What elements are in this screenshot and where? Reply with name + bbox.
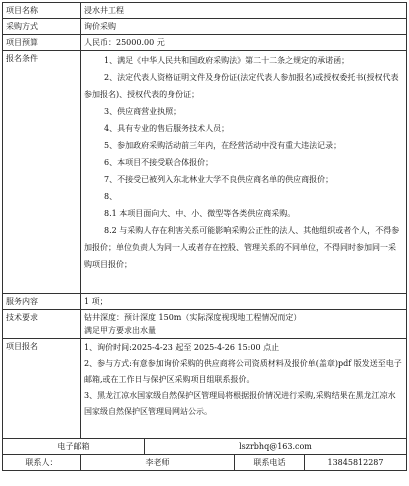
row-registration bbox=[3, 339, 407, 439]
row-requirements bbox=[3, 51, 407, 294]
requirement-item: 3、供应商营业执照； bbox=[104, 107, 182, 116]
procurement-table bbox=[2, 2, 407, 471]
technical-item: 钻井深度：预计深度 150m（实际深度视现地工程情况而定） bbox=[84, 313, 302, 322]
email-value[interactable]: lszrbhq@163.com bbox=[145, 439, 407, 455]
phone-value: 13845812287 bbox=[305, 455, 407, 471]
procurement-method-label: 采购方式 bbox=[3, 19, 81, 35]
row-procurement-method bbox=[3, 19, 407, 35]
requirement-item: 8.1 本项目面向大、中、小、微型等各类供应商采购。 bbox=[104, 209, 296, 218]
project-name-value: 浸水井工程 bbox=[81, 3, 407, 19]
row-budget bbox=[3, 35, 407, 51]
row-technical bbox=[3, 310, 407, 339]
requirements-label: 报名条件 bbox=[3, 51, 81, 294]
requirement-item: 7、不接受已被列入东北林业大学不良供应商名单的供应商报价； bbox=[104, 175, 334, 184]
service-content-value: 1 项； bbox=[81, 294, 407, 310]
procurement-method-value: 询价采购 bbox=[81, 19, 407, 35]
requirement-item: 6、本项目不接受联合体报价； bbox=[104, 158, 214, 167]
registration-content bbox=[81, 339, 407, 439]
registration-item: 3、黑龙江凉水国家级自然保护区管理局将根据报价情况进行采购,采购结果在黑龙江凉水国家级自然保护区管理局网站公示。 bbox=[84, 391, 396, 416]
registration-item: 2、参与方式:有意参加询价采购的供应商将公司资质材料及报价单(盖章)pdf 版发送至电子邮箱,或在工作日与保护区采购项目组联系报价。 bbox=[84, 359, 402, 384]
contact-value: 李老师 bbox=[81, 455, 235, 471]
technical-content bbox=[81, 310, 407, 339]
technical-item: 满足甲方要求出水量 bbox=[84, 326, 156, 335]
contact-label: 联系人： bbox=[3, 455, 81, 471]
requirement-item: 4、具有专业的售后服务技术人员； bbox=[104, 124, 230, 133]
requirements-content bbox=[81, 51, 407, 294]
requirement-item: 5、参加政府采购活动前三年内，在经营活动中没有重大违法记录； bbox=[104, 141, 342, 150]
requirement-item: 1、满足《中华人民共和国政府采购法》第二十二条之规定的承诺函； bbox=[104, 56, 350, 65]
project-name-label: 项目名称 bbox=[3, 3, 81, 19]
row-email bbox=[3, 439, 407, 455]
email-label: 电子邮箱 bbox=[3, 439, 145, 455]
row-contact bbox=[3, 455, 407, 471]
service-content-label: 服务内容 bbox=[3, 294, 81, 310]
requirement-item: 8、 bbox=[104, 192, 118, 201]
requirement-item: 2、法定代表人资格证明文件及身份证(法定代表人参加报名)或授权委托书(授权代表参加报名)、授权代表的身份证； bbox=[84, 73, 399, 99]
row-project-name bbox=[3, 3, 407, 19]
technical-label: 技术要求 bbox=[3, 310, 81, 339]
requirement-item: 8.2 与采购人存在利害关系可能影响采购公正性的法人、其他组织或者个人，不得参加报价；单位负责人为同一人或者存在控股、管理关系的不同单位，不得同时参加同一采购项目报价； bbox=[84, 226, 400, 269]
budget-label: 项目预算 bbox=[3, 35, 81, 51]
budget-value: 人民币：25000.00 元 bbox=[81, 35, 407, 51]
registration-label: 项目报名 bbox=[3, 339, 81, 439]
phone-label: 联系电话 bbox=[235, 455, 305, 471]
row-service-content bbox=[3, 294, 407, 310]
registration-item: 1、询价时间:2025-4-23 起至 2025-4-26 15:00 点止 bbox=[84, 343, 280, 352]
